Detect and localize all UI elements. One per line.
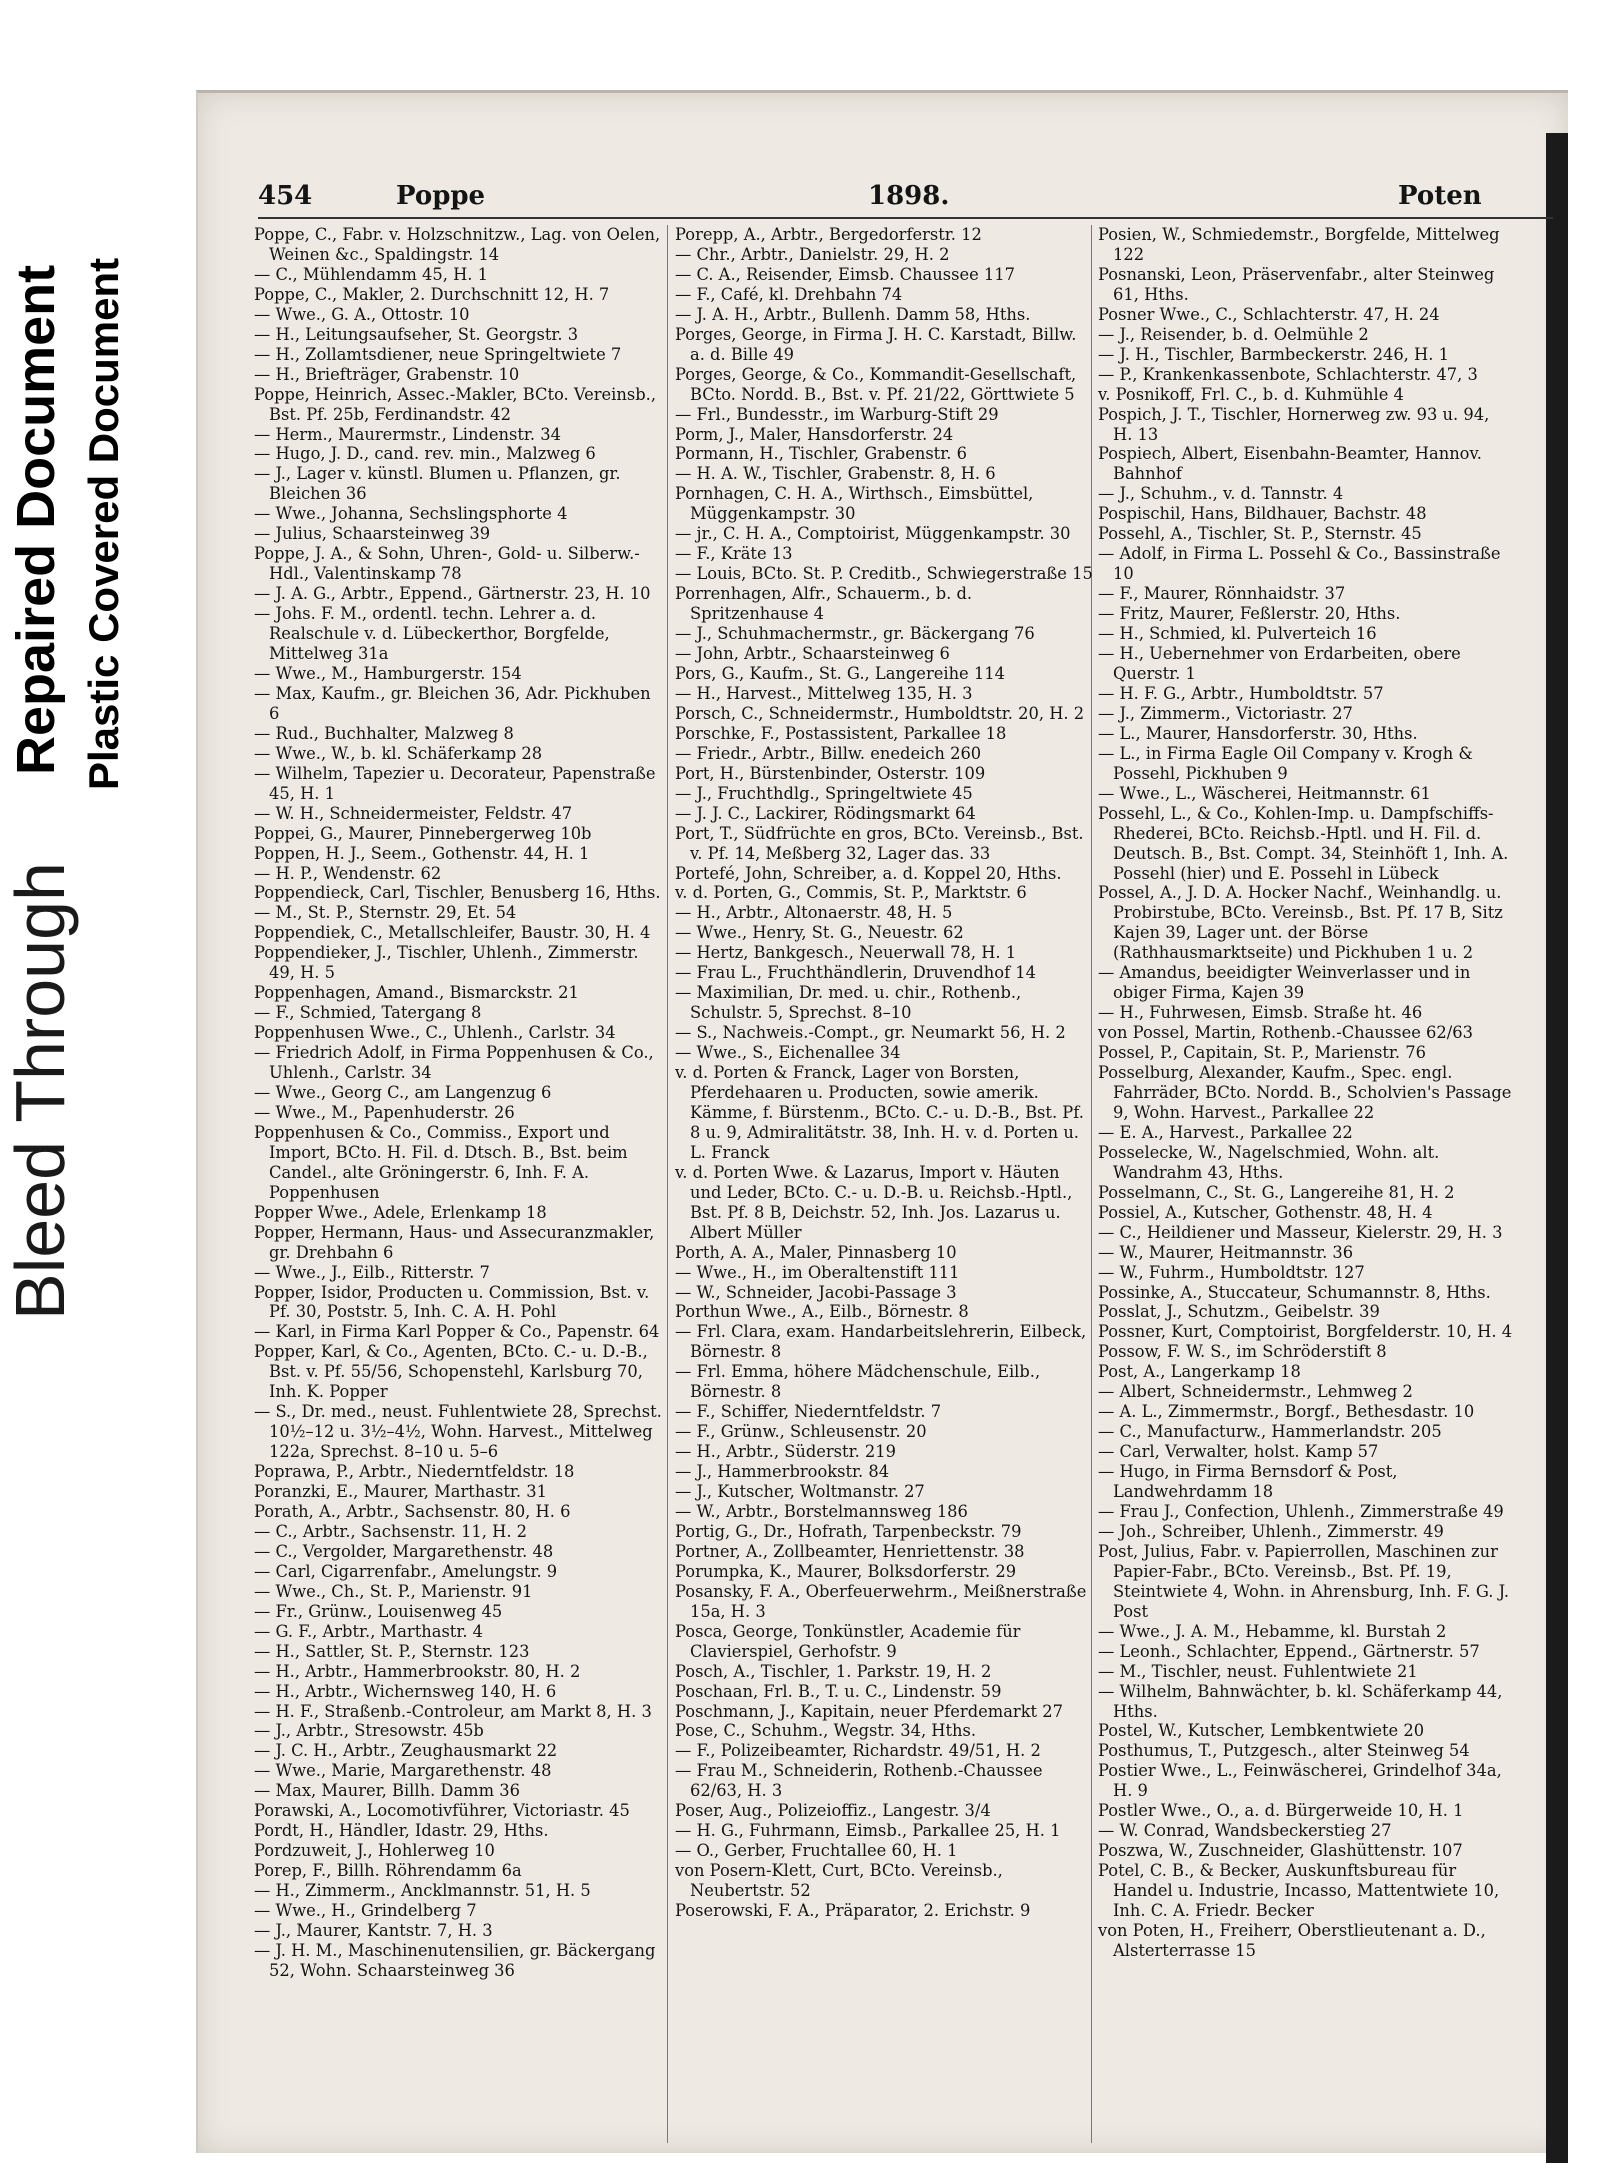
directory-entry: Posnanski, Leon, Präservenfabr., alter Steinweg 61, Hths. [1098,264,1495,304]
directory-entry: — W., Arbtr., Borstelmannsweg 186 [675,1502,968,1521]
directory-entry: — Joh., Schreiber, Uhlenh., Zimmerstr. 49 [1098,1521,1444,1541]
directory-entry: — Max, Maurer, Billh. Damm 36 [254,1781,520,1801]
directory-entry: — Wwe., Henry, St. G., Neuestr. 62 [675,923,964,943]
directory-entry: — M., St. P., Sternstr. 29, Et. 54 [254,903,517,923]
directory-entry: Porath, A., Arbtr., Sachsenstr. 80, H. 6 [254,1502,571,1521]
directory-entry: — O., Gerber, Fruchtallee 60, H. 1 [675,1841,958,1861]
directory-entry: — Wwe., Marie, Margarethenstr. 48 [254,1761,552,1781]
directory-entry: — J., Lager v. künstl. Blumen u. Pflanzen, gr. Bleichen 36 [254,464,621,504]
directory-entry: Poppe, Heinrich, Assec.-Makler, BCto. Vereinsb., Bst. Pf. 25b, Ferdinandstr. 42 [254,384,656,424]
directory-entry: — J., Reisender, b. d. Oelmühle 2 [1098,324,1369,344]
directory-entry: — J. A. G., Arbtr., Eppend., Gärtnerstr. 23, H. 10 [254,584,651,604]
directory-entry: — H., Zimmerm., Ancklmannstr. 51, H. 5 [254,1881,591,1901]
directory-entry: — W. Conrad, Wandsbeckerstieg 27 [1098,1821,1392,1841]
directory-entry: — John, Arbtr., Schaarsteinweg 6 [675,644,950,664]
directory-entry: Pospiech, Albert, Eisenbahn-Beamter, Hannov. Bahnhof [1098,444,1482,484]
directory-entry: Poszwa, W., Zuschneider, Glashüttenstr. 107 [1098,1841,1463,1861]
directory-entry: — Wilhelm, Bahnwächter, b. kl. Schäferkamp 44, Hths. [1098,1681,1503,1721]
directory-entry: — H., Arbtr., Wichernsweg 140, H. 6 [254,1681,557,1701]
directory-entry: Posner Wwe., C., Schlachterstr. 47, H. 24 [1098,304,1440,324]
directory-entry: Porges, George, & Co., Kommandit-Gesellschaft, BCto. Nordd. B., Bst. v. Pf. 21/22, Görttwiete 5 [675,364,1077,404]
directory-entry: — Louis, BCto. St. P. Creditb., Schwiegerstraße 15 [675,564,1093,584]
directory-entry: Popper, Isidor, Producten u. Commission, Bst. v. Pf. 30, Poststr. 5, Inh. C. A. H. Pohl [254,1282,650,1322]
directory-entry: Porges, George, in Firma J. H. C. Karstadt, Billw. a. d. Bille 49 [675,324,1077,364]
directory-entry: — C., Vergolder, Margarethenstr. 48 [254,1541,554,1561]
directory-entry: — F., Café, kl. Drehbahn 74 [675,284,903,304]
directory-entry: Porth, A. A., Maler, Pinnasberg 10 [675,1242,957,1262]
directory-entry: — H. F. G., Arbtr., Humboldtstr. 57 [1098,683,1384,703]
directory-entry: Poppe, C., Makler, 2. Durchschnitt 12, H. 7 [254,284,610,304]
column-divider [667,225,668,2143]
directory-entry: — H., Harvest., Mittelweg 135, H. 3 [675,683,973,703]
directory-entry: Pors, G., Kaufm., St. G., Langereihe 114 [675,663,1005,683]
directory-entry: — Carl, Verwalter, holst. Kamp 57 [1098,1442,1379,1462]
directory-entry: Postel, W., Kutscher, Lembkentwiete 20 [1098,1721,1425,1741]
directory-entry: — H. A. W., Tischler, Grabenstr. 8, H. 6 [675,464,996,484]
directory-entry: Popper, Karl, & Co., Agenten, BCto. C.- u. D.-B., Bst. v. Pf. 55/56, Schopenstehl, Karlsburg 70, Inh. K. Popper [254,1342,648,1402]
directory-entry: — C., Arbtr., Sachsenstr. 11, H. 2 [254,1521,528,1541]
directory-entry: — Frl. Emma, höhere Mädchenschule, Eilb., Börnestr. 8 [675,1362,1041,1402]
directory-entry: — Adolf, in Firma L. Possehl & Co., Bassinstraße 10 [1098,544,1501,584]
directory-entry: — H., Arbtr., Altonaerstr. 48, H. 5 [675,903,953,923]
directory-entry: Possow, F. W. S., im Schröderstift 8 [1098,1342,1387,1362]
directory-entry: Portner, A., Zollbeamter, Henriettenstr. 38 [675,1541,1025,1561]
directory-entry: Possehl, A., Tischler, St. P., Sternstr. 45 [1098,524,1422,544]
directory-entry: Pormann, H., Tischler, Grabenstr. 6 [675,444,967,464]
directory-entry: Posca, George, Tonkünstler, Academie für Clavierspiel, Gerhofstr. 9 [675,1621,1021,1661]
directory-entry: — J. J. C., Lackirer, Rödingsmarkt 64 [675,803,976,823]
directory-entry: Posselburg, Alexander, Kaufm., Spec. engl. Fahrräder, BCto. Nordd. B., Scholvien's Passage 9, Wohn. Harvest., Parkallee 22 [1098,1063,1512,1122]
directory-entry: — Wwe., H., Grindelberg 7 [254,1901,477,1921]
directory-entry: Porawski, A., Locomotivführer, Victoriastr. 45 [254,1801,630,1821]
directory-entry: Portefé, John, Schreiber, a. d. Koppel 20, Hths. [675,863,1062,883]
directory-entry: — Max, Kaufm., gr. Bleichen 36, Adr. Pickhuben 6 [254,683,651,723]
directory-entry: — H. G., Fuhrmann, Eimsb., Parkallee 25, H. 1 [675,1821,1061,1841]
directory-entry: — H., Fuhrwesen, Eimsb. Straße ht. 46 [1098,1003,1423,1023]
directory-entry: — H., Zollamtsdiener, neue Springeltwiete 7 [254,344,622,364]
directory-entry: — C., Heildiener und Masseur, Kielerstr. 29, H. 3 [1098,1222,1503,1242]
directory-entry: Poschmann, J., Kapitain, neuer Pferdemarkt 27 [675,1701,1063,1721]
directory-entry: Poschaan, Frl. B., T. u. C., Lindenstr. 59 [675,1681,1002,1701]
directory-entry: Port, T., Südfrüchte en gros, BCto. Vereinsb., Bst. v. Pf. 14, Meßberg 32, Lager das. 33 [675,823,1084,863]
directory-entry: — J. A. H., Arbtr., Bullenh. Damm 58, Hths. [675,304,1031,324]
directory-entry: Port, H., Bürstenbinder, Osterstr. 109 [675,763,986,783]
directory-entry: — F., Grünw., Schleusenstr. 20 [675,1422,927,1442]
directory-entry: — Karl, in Firma Karl Popper & Co., Papenstr. 64 [254,1322,660,1342]
directory-entry: — Wwe., S., Eichenallee 34 [675,1043,901,1063]
directory-entry: — Wwe., M., Papenhuderstr. 26 [254,1102,515,1122]
directory-entry: — Leonh., Schlachter, Eppend., Gärtnerstr. 57 [1098,1641,1480,1661]
directory-entry: Porep, F., Billh. Röhrendamm 6a [254,1861,522,1881]
directory-entry: Possehl, L., & Co., Kohlen-Imp. u. Dampfschiffs-Rhederei, BCto. Reichsb.-Hptl. und H. Fil. d. Deutsch. B., Bst. Compt. 34, Steinhöft 1, Inh. A. Possehl (hier) und E. Possehl in Lübeck [1098,803,1509,883]
directory-entry: — Herm., Maurermstr., Lindenstr. 34 [254,424,561,444]
directory-entry: Poppendieck, Carl, Tischler, Benusberg 16, Hths. [254,883,661,903]
directory-entry: Pordt, H., Händler, Idastr. 29, Hths. [254,1821,549,1841]
repaired-document-label: Repaired Document [6,264,66,775]
directory-entry: — H., Schmied, kl. Pulverteich 16 [1098,624,1377,644]
directory-entry: — J., Maurer, Kantstr. 7, H. 3 [254,1921,493,1941]
directory-entry: — Fritz, Maurer, Feßlerstr. 20, Hths. [1098,604,1401,624]
directory-entry: — Frl., Bundesstr., im Warburg-Stift 29 [675,404,999,424]
column-1 [254,225,664,1981]
directory-entry: — Chr., Arbtr., Danielstr. 29, H. 2 [675,244,950,264]
directory-entry: — jr., C. H. A., Comptoirist, Müggenkampstr. 30 [675,524,1071,544]
directory-entry: — Friedrich Adolf, in Firma Poppenhusen & Co., Uhlenh., Carlstr. 34 [254,1043,654,1083]
directory-entry: — H., Arbtr., Hammerbrookstr. 80, H. 2 [254,1661,581,1681]
directory-entry: — W., Maurer, Heitmannstr. 36 [1098,1242,1354,1262]
directory-entry: Porrenhagen, Alfr., Schauerm., b. d. Spritzenhause 4 [675,584,973,624]
directory-entry: Poser, Aug., Polizeioffiz., Langestr. 3/4 [675,1801,991,1821]
header-right-word: Poten [1398,181,1482,211]
directory-entry: von Poten, H., Freiherr, Oberstlieutenant a. D., Alsterterrasse 15 [1098,1921,1486,1960]
directory-entry: — Maximilian, Dr. med. u. chir., Rothenb., Schulstr. 5, Sprechst. 8–10 [675,983,1022,1023]
directory-entry: — Hertz, Bankgesch., Neuerwall 78, H. 1 [675,943,1017,963]
directory-entry: Popper Wwe., Adele, Erlenkamp 18 [254,1202,547,1222]
directory-entry: v. Posnikoff, Frl. C., b. d. Kuhmühle 4 [1098,384,1404,404]
directory-entry: Posch, A., Tischler, 1. Parkstr. 19, H. 2 [675,1661,992,1681]
directory-entry: Porm, J., Maler, Hansdorferstr. 24 [675,424,954,444]
directory-entry: — J., Fruchthdlg., Springeltwiete 45 [675,783,973,803]
directory-entry: — L., Maurer, Hansdorferstr. 30, Hths. [1098,723,1418,743]
book-spine [1546,133,1568,2163]
directory-entry: — Wwe., Ch., St. P., Marienstr. 91 [254,1581,533,1601]
directory-entry: — Wwe., Georg C., am Langenzug 6 [254,1082,552,1102]
directory-entry: — J., Schuhm., v. d. Tannstr. 4 [1098,484,1344,504]
directory-entry: Porumpka, K., Maurer, Bolksdorferstr. 29 [675,1561,1017,1581]
bleed-through-label: Bleed Through [1,862,79,1320]
directory-entry: Pose, C., Schuhm., Wegstr. 34, Hths. [675,1721,977,1741]
directory-entry: Porthun Wwe., A., Eilb., Börnestr. 8 [675,1302,969,1322]
column-3 [1098,225,1513,1961]
directory-entry: v. d. Porten Wwe. & Lazarus, Import v. Häuten und Leder, BCto. C.- u. D.-B. u. Reichsb.-Hptl., Bst. Pf. 8 B, Deichstr. 52, Inh. Jos. Lazarus u. Albert Müller [675,1162,1073,1242]
plastic-covered-label: Plastic Covered Document [80,257,127,790]
directory-entry: — H. P., Wendenstr. 62 [254,863,442,883]
directory-entry: Poserowski, F. A., Präparator, 2. Erichstr. 9 [675,1901,1031,1921]
directory-entry: — Frau L., Fruchthändlerin, Druvendhof 14 [675,963,1036,983]
directory-entry: — J. C. H., Arbtr., Zeughausmarkt 22 [254,1741,558,1761]
directory-entry: Possel, P., Capitain, St. P., Marienstr. 76 [1098,1043,1426,1063]
directory-entry: Portig, G., Dr., Hofrath, Tarpenbeckstr. 79 [675,1521,1022,1541]
directory-entry: Posien, W., Schmiedemstr., Borgfelde, Mittelweg 122 [1098,225,1500,264]
directory-entry: — J., Hammerbrookstr. 84 [675,1462,890,1482]
directory-entry: — Albert, Schneidermstr., Lehmweg 2 [1098,1382,1413,1402]
directory-entry: — S., Dr. med., neust. Fuhlentwiete 28, Sprechst. 10½–12 u. 3½–4½, Wohn. Harvest., Mittelweg 122a, Sprechst. 8–10 u. 5–6 [254,1402,662,1462]
directory-entry: v. d. Porten, G., Commis, St. P., Marktstr. 6 [675,883,1027,903]
directory-entry: Poppenhusen & Co., Commiss., Export und Import, BCto. H. Fil. d. Dtsch. B., Bst. beim Candel., alte Gröningerstr. 6, Inh. F. A. Poppenhusen [254,1122,628,1202]
directory-entry: — Hugo, in Firma Bernsdorf & Post, Landwehrdamm 18 [1098,1462,1398,1502]
directory-entry: — L., in Firma Eagle Oil Company v. Krogh & Possehl, Pickhuben 9 [1098,743,1473,783]
directory-entry: — C. A., Reisender, Eimsb. Chaussee 117 [675,264,1015,284]
directory-entry: Poprawa, P., Arbtr., Niederntfeldstr. 18 [254,1462,575,1482]
directory-entry: — M., Tischler, neust. Fuhlentwiete 21 [1098,1661,1418,1681]
directory-entry: — F., Kräte 13 [675,544,793,564]
directory-entry: — H., Uebernehmer von Erdarbeiten, obere Querstr. 1 [1098,644,1461,683]
directory-entry: von Possel, Martin, Rothenb.-Chaussee 62/63 [1098,1023,1473,1043]
directory-entry: — J. H., Tischler, Barmbeckerstr. 246, H. 1 [1098,344,1449,364]
directory-entry: — W., Schneider, Jacobi-Passage 3 [675,1282,957,1302]
directory-entry: — H. F., Straßenb.-Controleur, am Markt 8, H. 3 [254,1701,652,1721]
directory-entry: — H., Leitungsaufseher, St. Georgstr. 3 [254,324,579,344]
directory-entry: Poppenhusen Wwe., C., Uhlenh., Carlstr. 34 [254,1023,616,1043]
directory-entry: — Wwe., Johanna, Sechslingsphorte 4 [254,504,568,524]
directory-entry: Pospich, J. T., Tischler, Hornerweg zw. 93 u. 94, H. 13 [1098,404,1490,444]
header-year: 1898. [868,181,950,211]
directory-entry: — S., Nachweis.-Compt., gr. Neumarkt 56, H. 2 [675,1023,1066,1043]
directory-entry: — P., Krankenkassenbote, Schlachterstr. 47, 3 [1098,364,1478,384]
directory-entry: Possinke, A., Stuccateur, Schumannstr. 8, Hths. [1098,1282,1491,1302]
directory-entry: — J., Kutscher, Woltmanstr. 27 [675,1482,925,1502]
directory-entry: Potel, C. B., & Becker, Auskunftsbureau für Handel u. Industrie, Incasso, Mattentwiete 10, Inh. C. A. Friedr. Becker [1098,1861,1500,1921]
directory-entry: — H., Briefträger, Grabenstr. 10 [254,364,520,384]
page-number: 454 [258,181,313,211]
directory-entry: Popper, Hermann, Haus- und Assecuranzmakler, gr. Drehbahn 6 [254,1222,655,1262]
directory-entry: — Hugo, J. D., cand. rev. min., Malzweg 6 [254,444,596,464]
directory-entry: — C., Mühlendamm 45, H. 1 [254,264,488,284]
directory-entry: von Posern-Klett, Curt, BCto. Vereinsb., Neubertstr. 52 [675,1861,1003,1901]
header-left-word: Poppe [396,181,486,211]
directory-entry: — W. H., Schneidermeister, Feldstr. 47 [254,803,573,823]
directory-entry: Post, Julius, Fabr. v. Papierrollen, Maschinen zur Papier-Fabr., BCto. Vereinsb., Bst. Pf. 19, Steintwiete 4, Wohn. in Ahrensburg, Inh. F. G. J. Post [1098,1541,1510,1621]
directory-entry: Porepp, A., Arbtr., Bergedorferstr. 12 [675,225,982,244]
directory-entry: Possel, A., J. D. A. Hocker Nachf., Weinhandlg. u. Probirstube, BCto. Vereinsb., Bst. Pf. 17 B, Sitz Kajen 39, Lager unt. der Börse (Rathhausmarktseite) und Pickhuben 1 u. 2 [1098,883,1503,963]
directory-entry: — Wwe., J. A. M., Hebamme, kl. Burstah 2 [1098,1621,1447,1641]
directory-entry: — Johs. F. M., ordentl. techn. Lehrer a. d. Realschule v. d. Lübeckerthor, Borgfelde, Mittelweg 31a [254,604,610,664]
directory-entry: Post, A., Langerkamp 18 [1098,1362,1301,1382]
directory-entry: Poppe, J. A., & Sohn, Uhren-, Gold- u. Silberw.-Hdl., Valentinskamp 78 [254,544,640,584]
directory-entry: — J., Schuhmachermstr., gr. Bäckergang 76 [675,624,1035,644]
scanned-page [196,90,1568,2153]
directory-entry: — J. H. M., Maschinenutensilien, gr. Bäckergang 52, Wohn. Schaarsteinweg 36 [254,1940,656,1980]
directory-entry: Poppe, C., Fabr. v. Holzschnitzw., Lag. von Oelen, Weinen &c., Spaldingstr. 14 [254,225,661,264]
directory-entry: — Wwe., J., Eilb., Ritterstr. 7 [254,1262,490,1282]
directory-entry: — C., Manufacturw., Hammerlandstr. 205 [1098,1422,1442,1442]
directory-entry: — Amandus, beeidigter Weinverlasser und in obiger Firma, Kajen 39 [1098,963,1471,1003]
directory-entry: — G. F., Arbtr., Marthastr. 4 [254,1621,484,1641]
directory-entry: Postler Wwe., O., a. d. Bürgerweide 10, H. 1 [1098,1801,1464,1821]
directory-entry: Poppei, G., Maurer, Pinnebergerweg 10b [254,823,592,843]
directory-entry: — F., Polizeibeamter, Richardstr. 49/51, H. 2 [675,1741,1041,1761]
directory-entry: — H., Arbtr., Süderstr. 219 [675,1442,897,1462]
directory-entry: Porsch, C., Schneidermstr., Humboldtstr. 20, H. 2 [675,703,1085,723]
directory-entry: — H., Sattler, St. P., Sternstr. 123 [254,1641,530,1661]
directory-entry: — Frau J., Confection, Uhlenh., Zimmerstraße 49 [1098,1502,1504,1521]
directory-entry: Poppendiek, C., Metallschleifer, Baustr. 30, H. 4 [254,923,651,943]
column-2 [675,225,1095,1921]
directory-entry: Poranzki, E., Maurer, Marthastr. 31 [254,1482,547,1502]
directory-entry: — Fr., Grünw., Louisenweg 45 [254,1601,503,1621]
directory-entry: Poppendieker, J., Tischler, Uhlenh., Zimmerstr. 49, H. 5 [254,943,639,983]
sidebar-labels [0,0,160,2177]
directory-entry: — E. A., Harvest., Parkallee 22 [1098,1122,1353,1142]
directory-entry: Posthumus, T., Putzgesch., alter Steinweg 54 [1098,1741,1470,1761]
directory-entry: Pordzuweit, J., Hohlerweg 10 [254,1841,495,1861]
directory-entry: — W., Fuhrm., Humboldtstr. 127 [1098,1262,1365,1282]
directory-entry: Pornhagen, C. H. A., Wirthsch., Eimsbüttel, Müggenkampstr. 30 [675,484,1034,524]
directory-entry: Pospischil, Hans, Bildhauer, Bachstr. 48 [1098,504,1427,524]
directory-entry: — J., Zimmerm., Victoriastr. 27 [1098,703,1353,723]
directory-entry: — A. L., Zimmermstr., Borgf., Bethesdastr. 10 [1098,1402,1475,1422]
directory-entry: Posselecke, W., Nagelschmied, Wohn. alt. Wandrahm 43, Hths. [1098,1142,1440,1182]
directory-entry: — F., Schmied, Tatergang 8 [254,1003,482,1023]
page-header [258,181,1553,217]
directory-entry: Poppenhagen, Amand., Bismarckstr. 21 [254,983,579,1003]
directory-entry: — F., Maurer, Rönnhaidstr. 37 [1098,584,1346,604]
directory-entry: — Wwe., L., Wäscherei, Heitmannstr. 61 [1098,783,1431,803]
directory-entry: Possiel, A., Kutscher, Gothenstr. 48, H. 4 [1098,1202,1433,1222]
directory-entry: Possner, Kurt, Comptoirist, Borgfelderstr. 10, H. 4 [1098,1322,1513,1342]
directory-entry: — Wilhelm, Tapezier u. Decorateur, Papenstraße 45, H. 1 [254,763,656,803]
directory-entry: — Wwe., M., Hamburgerstr. 154 [254,663,522,683]
directory-entry: — Carl, Cigarrenfabr., Amelungstr. 9 [254,1561,558,1581]
directory-entry: Porschke, F., Postassistent, Parkallee 18 [675,723,1007,743]
directory-entry: — J., Arbtr., Stresowstr. 45b [254,1721,484,1741]
directory-entry: — Wwe., W., b. kl. Schäferkamp 28 [254,743,543,763]
directory-entry: — Frau M., Schneiderin, Rothenb.-Chaussee 62/63, H. 3 [675,1761,1043,1801]
directory-entry: — F., Schiffer, Niederntfeldstr. 7 [675,1402,942,1422]
header-rule [258,217,1553,219]
directory-entry: — Friedr., Arbtr., Billw. enedeich 260 [675,743,982,763]
directory-entry: Posselmann, C., St. G., Langereihe 81, H. 2 [1098,1182,1455,1202]
directory-entry: — Wwe., H., im Oberaltenstift 111 [675,1262,960,1282]
directory-entry: Posansky, F. A., Oberfeuerwehrm., Meißnerstraße 15a, H. 3 [675,1581,1087,1621]
directory-entry: — Rud., Buchhalter, Malzweg 8 [254,723,514,743]
directory-entry: — Wwe., G. A., Ottostr. 10 [254,304,470,324]
directory-entry: Posslat, J., Schutzm., Geibelstr. 39 [1098,1302,1380,1322]
directory-entry: — Julius, Schaarsteinweg 39 [254,524,491,544]
directory-entry: — Frl. Clara, exam. Handarbeitslehrerin, Eilbeck, Börnestr. 8 [675,1322,1087,1362]
directory-entry: Postier Wwe., L., Feinwäscherei, Grindelhof 34a, H. 9 [1098,1761,1502,1801]
directory-entry: v. d. Porten & Franck, Lager von Borsten, Pferdehaaren u. Producten, sowie amerik. Kämme, f. Bürstenm., BCto. C.- u. D.-B., Bst. Pf. 8 u. 9, Admiralitätstr. 38, Inh. H. v. d. Porten u. L. Franck [675,1063,1084,1162]
directory-entry: Poppen, H. J., Seem., Gothenstr. 44, H. 1 [254,843,590,863]
